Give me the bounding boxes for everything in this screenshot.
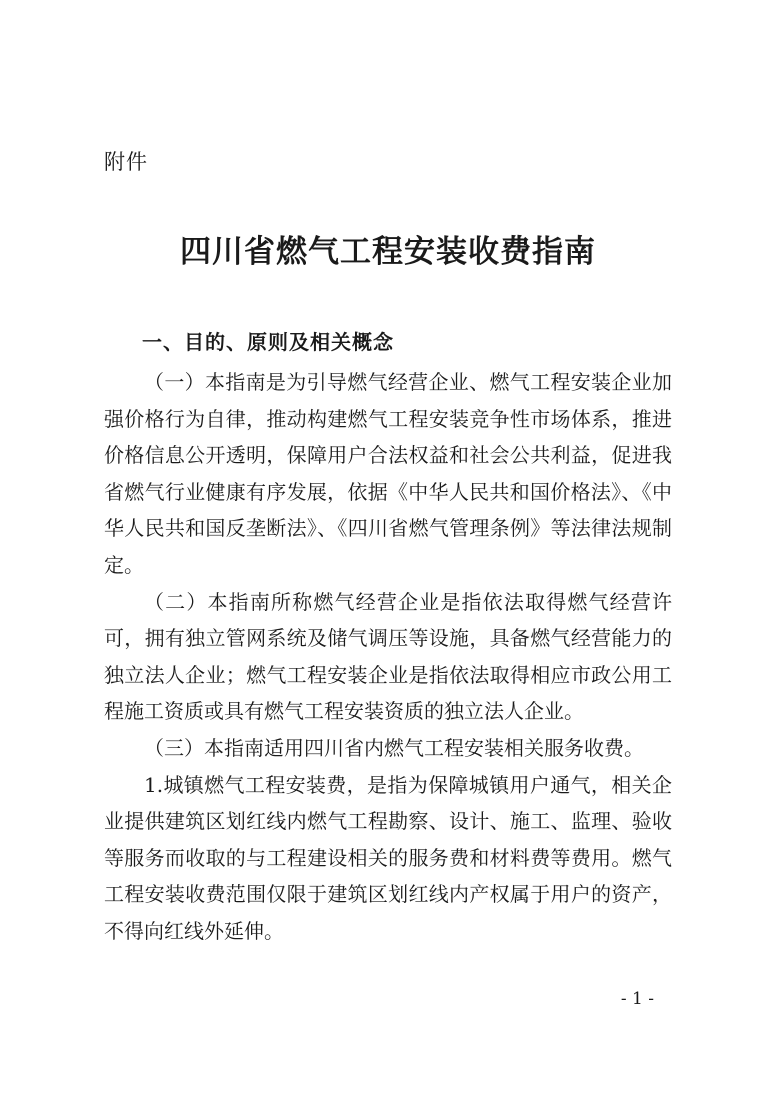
- section-heading: 一、目的、原则及相关概念: [142, 330, 394, 354]
- paragraph-3: （三）本指南适用四川省内燃气工程安装相关服务收费。: [144, 735, 644, 760]
- attachment-label: 附件: [104, 150, 148, 174]
- paragraph-1: （一）本指南是为引导燃气经营企业、燃气工程安装企业加强价格行为自律，推动构建燃气工程安装竞争性市场体系，推进价格信息公开透明，保障用户合法权益和社会公共利益，促进我省燃气行业健康有序发展，依据《中华人民共和国价格法》、《中华人民共和国反垄断法》、《四川省燃气管理条例》等法律法规制定。: [104, 370, 672, 577]
- paragraph-2: （二）本指南所称燃气经营企业是指依法取得燃气经营许可，拥有独立管网系统及储气调压等设施，具备燃气经营能力的独立法人企业；燃气工程安装企业是指依法取得相应市政公用工程施工资质或具有燃气工程安装资质的独立法人企业。: [104, 589, 672, 724]
- paragraph-4: 1.城镇燃气工程安装费，是指为保障城镇用户通气，相关企业提供建筑区划红线内燃气工程勘察、设计、施工、监理、验收等服务而收取的与工程建设相关的服务费和材料费等费用。燃气工程安装收费范围仅限于建筑区划红线内产权属于用户的资产，不得向红线外延伸。: [104, 772, 672, 943]
- page-number: - 1 -: [620, 989, 654, 1009]
- document-title: 四川省燃气工程安装收费指南: [180, 234, 596, 270]
- body-text: [104, 364, 672, 950]
